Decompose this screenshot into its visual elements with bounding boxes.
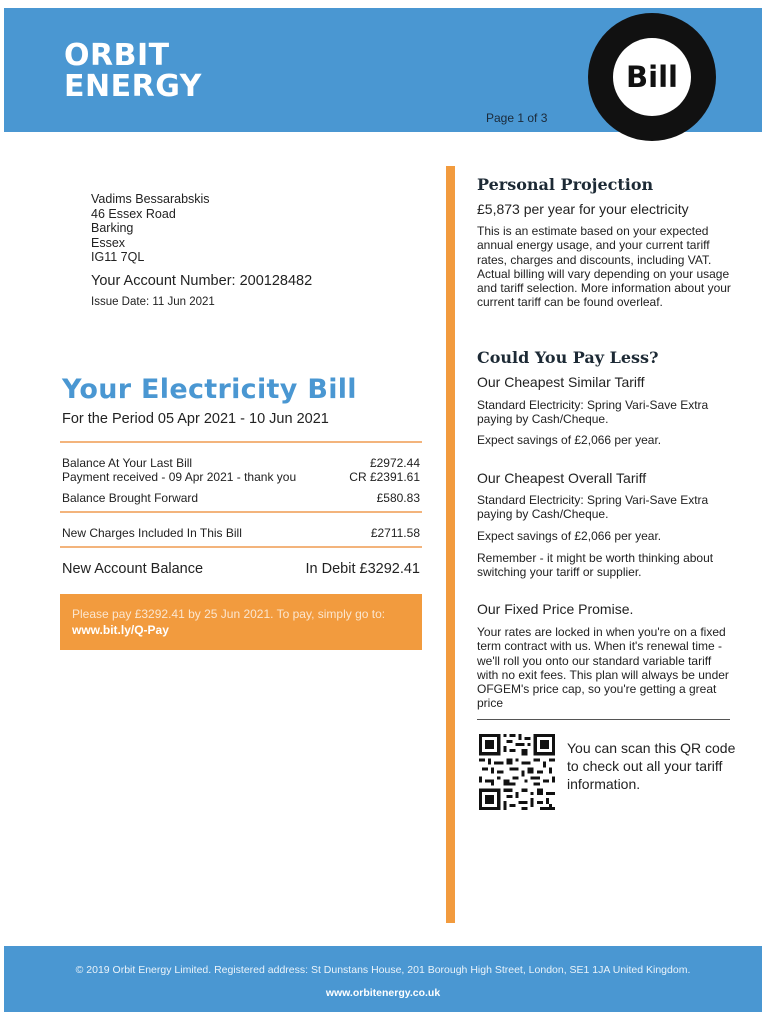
projection-heading: Personal Projection [477, 175, 654, 194]
qr-caption: You can scan this QR code to check out all your tariff information. [567, 740, 736, 792]
qr-code-icon[interactable] [477, 734, 557, 810]
summary-row [62, 491, 420, 505]
fixed-price-body: Your rates are locked in when you're on a fixed term contract with us. When it's renewal time - we'll roll you onto our standard variable tariff with no exit fees. This plan will always be under OFGEM's price cap, so you're getting a great price [477, 625, 729, 711]
similar-tariff-heading: Our Cheapest Similar Tariff [477, 374, 645, 390]
row-label: New Charges Included In This Bill [62, 526, 242, 540]
page-indicator: Page 1 of 3 [486, 111, 548, 125]
new-balance-amount: In Debit £3292.41 [305, 561, 420, 577]
footer-banner [4, 946, 762, 1012]
new-balance-label: New Account Balance [62, 561, 204, 577]
logo-line-1: ORBIT [64, 38, 170, 73]
payment-link[interactable]: www.bit.ly/Q-Pay [72, 623, 169, 637]
divider [60, 511, 422, 513]
issue-date: Issue Date: 11 Jun 2021 [91, 296, 215, 308]
payment-callout [60, 594, 422, 650]
bill-period: For the Period 05 Apr 2021 - 10 Jun 2021 [62, 411, 329, 427]
address-line: 46 Essex Road [91, 206, 176, 221]
divider [60, 546, 422, 548]
overall-tariff-heading: Our Cheapest Overall Tariff [477, 470, 647, 486]
footer-legal: © 2019 Orbit Energy Limited. Registered address: St Dunstans House, 201 Borough High Street, London, SE1 1JA United Kingdom. [75, 964, 691, 976]
overall-savings: Expect savings of £2,066 per year. [477, 529, 662, 543]
divider [60, 441, 422, 443]
row-amount: £580.83 [376, 491, 420, 505]
overall-tariff-text: Standard Electricity: Spring Vari-Save Extra paying by Cash/Cheque. [477, 493, 709, 522]
projection-body: This is an estimate based on your expected annual energy usage, and your current tariff rates, charges and discounts, including VAT. Actual billing will vary depending on your usage and tariff selection. More information about your current tariff can be found overleaf. [477, 224, 731, 310]
payment-instruction: Please pay £3292.41 by 25 Jun 2021. To pay, simply go to: [72, 607, 386, 621]
customer-name: Vadims Bessarabskis [91, 192, 210, 206]
remember-note: Remember - it might be worth thinking about switching your tariff or supplier. [477, 551, 714, 580]
customer-address [91, 192, 210, 265]
summary-row [62, 456, 420, 470]
row-amount: CR £2391.61 [349, 470, 420, 484]
orbit-energy-logo [64, 40, 202, 102]
divider [477, 719, 730, 720]
row-amount: £2972.44 [369, 456, 420, 470]
row-label: Balance At Your Last Bill [62, 456, 193, 470]
row-label: Payment received - 09 Apr 2021 - thank you [62, 470, 297, 484]
row-amount: £2711.58 [370, 526, 420, 540]
address-line: Essex [91, 235, 126, 250]
bill-title: Your Electricity Bill [62, 374, 357, 405]
address-line: Barking [91, 221, 134, 235]
summary-row [62, 526, 420, 540]
pay-less-heading: Could You Pay Less? [477, 348, 659, 367]
logo-line-2: ENERGY [64, 69, 202, 104]
footer-website-link[interactable]: www.orbitenergy.co.uk [325, 987, 441, 999]
similar-tariff-text: Standard Electricity: Spring Vari-Save Extra paying by Cash/Cheque. [477, 398, 709, 427]
similar-savings: Expect savings of £2,066 per year. [477, 433, 662, 447]
row-label: Balance Brought Forward [62, 491, 199, 505]
column-divider [446, 166, 455, 923]
fixed-price-heading: Our Fixed Price Promise. [477, 601, 634, 617]
address-line: IG11 7QL [91, 250, 145, 264]
account-number: Your Account Number: 200128482 [91, 273, 313, 289]
bill-badge [588, 13, 716, 141]
new-balance-row [62, 561, 420, 577]
bill-badge-label: Bill [613, 38, 691, 116]
projection-subheading: £5,873 per year for your electricity [477, 201, 689, 217]
summary-row [62, 470, 420, 484]
